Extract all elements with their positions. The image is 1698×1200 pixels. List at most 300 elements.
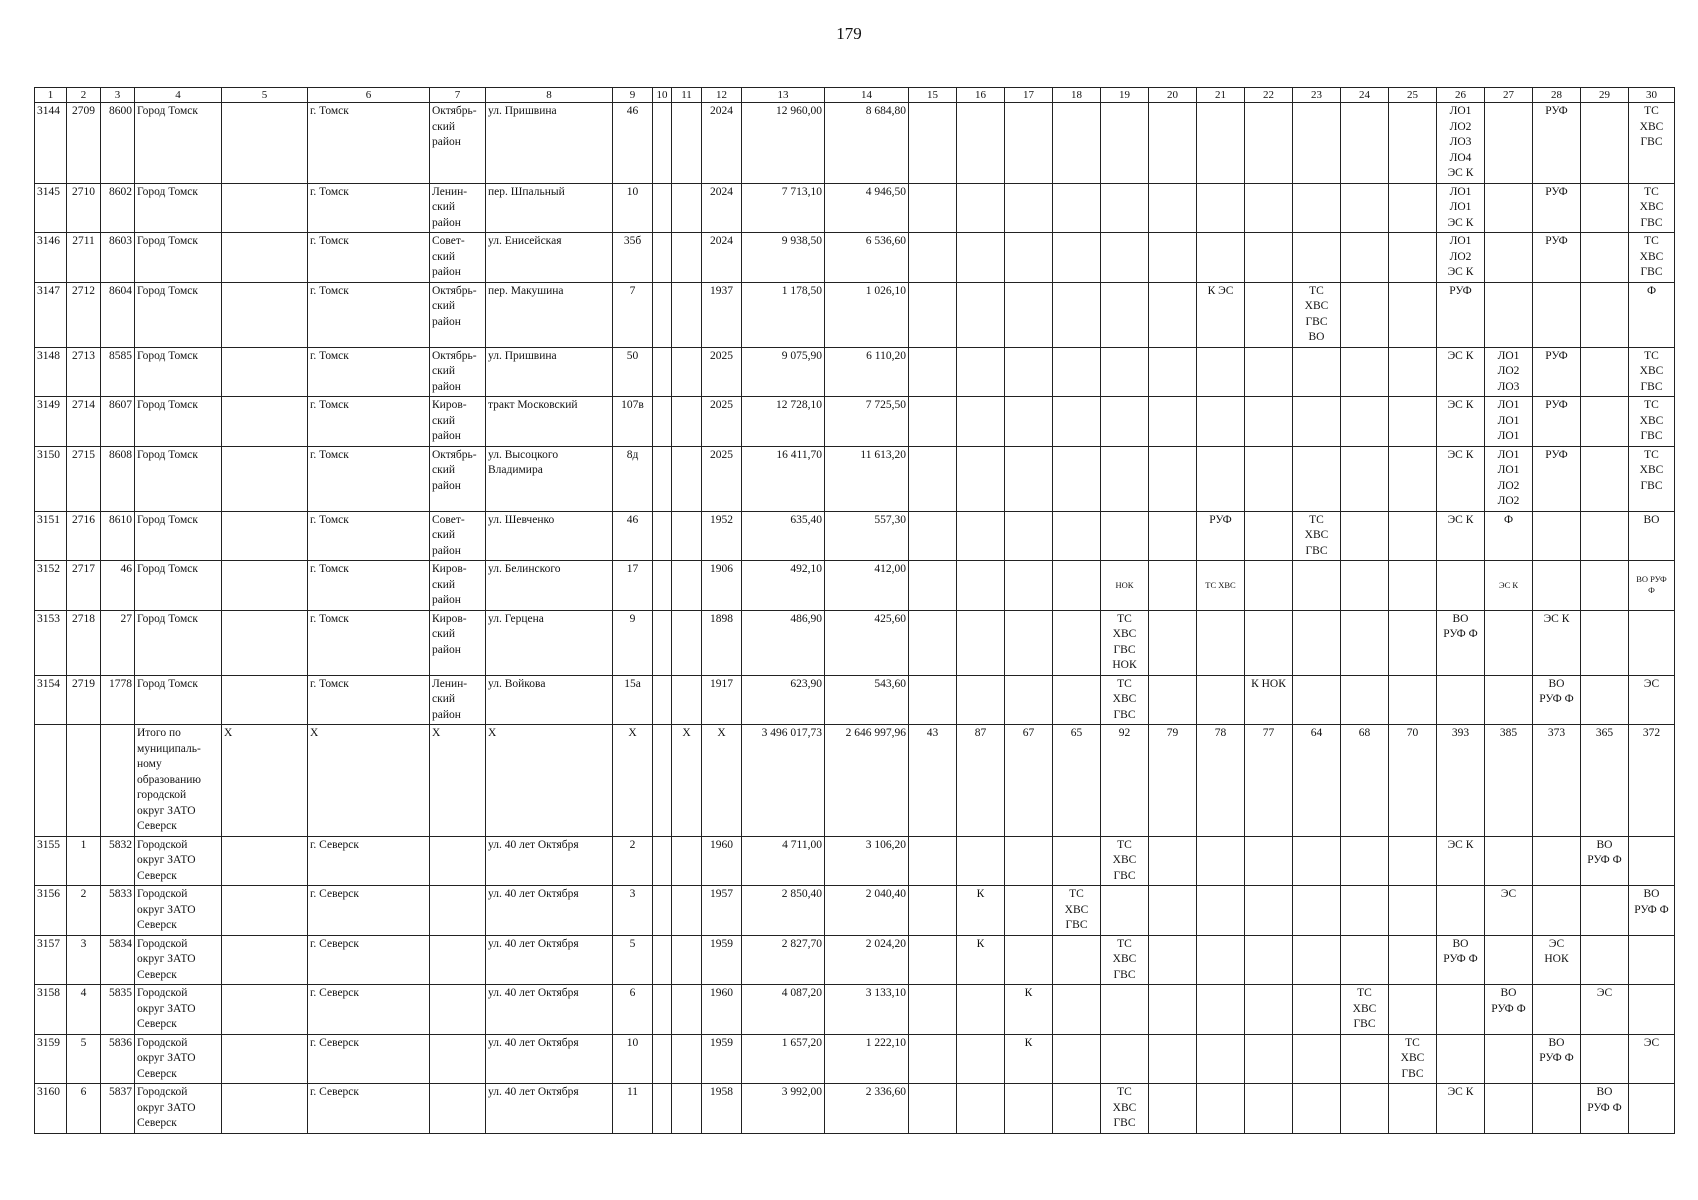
cell-col-27 (1485, 675, 1533, 725)
cell-col-16 (957, 836, 1005, 886)
cell-col-21 (1197, 1034, 1245, 1084)
cell-col-14: 543,60 (825, 675, 909, 725)
cell-col-12: 1952 (702, 511, 742, 561)
cell-col-15 (909, 675, 957, 725)
cell-col-25 (1389, 103, 1437, 184)
table-row (35, 1084, 1675, 1134)
cell-col-12: 2024 (702, 103, 742, 184)
cell-col-7 (430, 836, 486, 886)
cell-col-7 (430, 935, 486, 985)
cell-col-18 (1053, 347, 1101, 397)
cell-col-20 (1149, 282, 1197, 347)
cell-col-6: г. Томск (308, 675, 430, 725)
cell-col-3: 46 (101, 561, 135, 611)
cell-col-12: 2025 (702, 397, 742, 447)
cell-col-11 (672, 1084, 702, 1134)
cell-col-23 (1293, 183, 1341, 233)
cell-col-29 (1581, 282, 1629, 347)
cell-col-26: ЭС К (1437, 836, 1485, 886)
cell-col-7: Ленин- ский район (430, 183, 486, 233)
cell-col-13: 9 938,50 (742, 233, 825, 283)
cell-col-11 (672, 397, 702, 447)
cell-col-28 (1533, 511, 1581, 561)
cell-col-15 (909, 935, 957, 985)
cell-col-29 (1581, 183, 1629, 233)
cell-col-12: 2024 (702, 233, 742, 283)
column-number-header: 2 (67, 88, 101, 103)
cell-col-12: X (702, 725, 742, 837)
cell-col-3: 8585 (101, 347, 135, 397)
cell-col-10 (653, 233, 672, 283)
cell-col-21: ТС ХВС (1197, 561, 1245, 611)
column-number-header: 1 (35, 88, 67, 103)
cell-col-24 (1341, 282, 1389, 347)
cell-col-15 (909, 347, 957, 397)
cell-col-29 (1581, 935, 1629, 985)
cell-col-2: 2716 (67, 511, 101, 561)
cell-col-16 (957, 1034, 1005, 1084)
cell-col-26 (1437, 985, 1485, 1035)
cell-col-17 (1005, 935, 1053, 985)
cell-col-10 (653, 347, 672, 397)
cell-col-27: ЛО1 ЛО1 ЛО2 ЛО2 (1485, 446, 1533, 511)
cell-col-25 (1389, 985, 1437, 1035)
cell-col-2: 2710 (67, 183, 101, 233)
cell-col-26: ЭС К (1437, 347, 1485, 397)
cell-col-5 (222, 561, 308, 611)
cell-col-29 (1581, 561, 1629, 611)
cell-col-16 (957, 397, 1005, 447)
cell-col-23 (1293, 1034, 1341, 1084)
cell-col-24 (1341, 347, 1389, 397)
cell-col-5 (222, 446, 308, 511)
cell-col-15 (909, 446, 957, 511)
column-number-header-row (35, 88, 1675, 103)
cell-col-28 (1533, 985, 1581, 1035)
cell-col-7 (430, 1034, 486, 1084)
cell-col-13: 3 992,00 (742, 1084, 825, 1134)
cell-col-11 (672, 610, 702, 675)
cell-col-29 (1581, 610, 1629, 675)
cell-col-12: 2024 (702, 183, 742, 233)
cell-col-22 (1245, 282, 1293, 347)
cell-col-16 (957, 1084, 1005, 1134)
cell-col-2: 2717 (67, 561, 101, 611)
cell-col-8: тракт Московский (486, 397, 613, 447)
cell-col-13: 2 850,40 (742, 886, 825, 936)
cell-col-20 (1149, 511, 1197, 561)
cell-col-5 (222, 1034, 308, 1084)
cell-col-13: 4 087,20 (742, 985, 825, 1035)
cell-col-21 (1197, 935, 1245, 985)
cell-col-16: 87 (957, 725, 1005, 837)
cell-col-15 (909, 183, 957, 233)
cell-col-22 (1245, 233, 1293, 283)
cell-col-6: г. Томск (308, 446, 430, 511)
cell-col-5 (222, 886, 308, 936)
cell-col-5 (222, 511, 308, 561)
cell-col-7: Киров- ский район (430, 397, 486, 447)
cell-col-3: 5835 (101, 985, 135, 1035)
cell-col-20 (1149, 561, 1197, 611)
cell-col-12: 1959 (702, 1034, 742, 1084)
cell-col-8: пер. Макушина (486, 282, 613, 347)
cell-col-28 (1533, 886, 1581, 936)
cell-col-18 (1053, 836, 1101, 886)
cell-col-2: 5 (67, 1034, 101, 1084)
cell-col-21 (1197, 675, 1245, 725)
subtotal-row (35, 725, 1675, 837)
cell-col-11 (672, 1034, 702, 1084)
cell-col-21 (1197, 886, 1245, 936)
cell-col-4: Городской округ ЗАТО Северск (135, 935, 222, 985)
cell-col-6: г. Северск (308, 985, 430, 1035)
cell-col-11 (672, 282, 702, 347)
cell-col-7 (430, 985, 486, 1035)
cell-col-24 (1341, 675, 1389, 725)
cell-col-16 (957, 233, 1005, 283)
cell-col-2: 2709 (67, 103, 101, 184)
cell-col-19 (1101, 511, 1149, 561)
cell-col-20 (1149, 183, 1197, 233)
cell-col-21 (1197, 985, 1245, 1035)
table-row (35, 397, 1675, 447)
cell-col-30: ВО РУФ Ф (1629, 561, 1675, 611)
cell-col-22 (1245, 1034, 1293, 1084)
cell-col-22 (1245, 935, 1293, 985)
cell-col-9: 8д (613, 446, 653, 511)
cell-col-14: 412,00 (825, 561, 909, 611)
cell-col-19 (1101, 183, 1149, 233)
cell-col-11 (672, 935, 702, 985)
cell-col-20 (1149, 886, 1197, 936)
cell-col-30: ТС ХВС ГВС (1629, 183, 1675, 233)
cell-col-18: ТС ХВС ГВС (1053, 886, 1101, 936)
cell-col-20 (1149, 675, 1197, 725)
column-number-header: 27 (1485, 88, 1533, 103)
cell-col-27: ЭС (1485, 886, 1533, 936)
cell-col-26: ЭС К (1437, 1084, 1485, 1134)
cell-col-2: 2718 (67, 610, 101, 675)
cell-col-10 (653, 397, 672, 447)
cell-col-7: Ленин- ский район (430, 675, 486, 725)
cell-col-6: г. Томск (308, 347, 430, 397)
table-row (35, 103, 1675, 184)
cell-col-13: 9 075,90 (742, 347, 825, 397)
cell-col-16 (957, 282, 1005, 347)
cell-col-21 (1197, 446, 1245, 511)
table-row (35, 610, 1675, 675)
cell-col-17 (1005, 233, 1053, 283)
cell-col-22 (1245, 886, 1293, 936)
cell-col-27 (1485, 1034, 1533, 1084)
cell-col-3: 8604 (101, 282, 135, 347)
table-row (35, 836, 1675, 886)
cell-col-19 (1101, 103, 1149, 184)
cell-col-8: X (486, 725, 613, 837)
column-number-header: 16 (957, 88, 1005, 103)
cell-col-23 (1293, 103, 1341, 184)
cell-col-4: Город Томск (135, 103, 222, 184)
cell-col-2: 2712 (67, 282, 101, 347)
cell-col-15 (909, 103, 957, 184)
cell-col-22 (1245, 511, 1293, 561)
cell-col-30: ТС ХВС ГВС (1629, 397, 1675, 447)
cell-col-8: ул. 40 лет Октября (486, 985, 613, 1035)
cell-col-20 (1149, 1034, 1197, 1084)
cell-col-5 (222, 397, 308, 447)
cell-col-29: ВО РУФ Ф (1581, 1084, 1629, 1134)
table-row (35, 561, 1675, 611)
cell-col-22 (1245, 985, 1293, 1035)
cell-col-9: 3 (613, 886, 653, 936)
cell-col-19: ТС ХВС ГВС (1101, 836, 1149, 886)
cell-col-25: 70 (1389, 725, 1437, 837)
cell-col-27 (1485, 233, 1533, 283)
cell-col-17 (1005, 561, 1053, 611)
cell-col-1: 3152 (35, 561, 67, 611)
table-row (35, 511, 1675, 561)
cell-col-18 (1053, 561, 1101, 611)
cell-col-8: ул. Высоцкого Владимира (486, 446, 613, 511)
cell-col-17 (1005, 103, 1053, 184)
cell-col-7: Октябрь- ский район (430, 282, 486, 347)
cell-col-4: Итого по муниципаль- ному образованию городской округ ЗАТО Северск (135, 725, 222, 837)
cell-col-9: 9 (613, 610, 653, 675)
cell-col-21 (1197, 610, 1245, 675)
cell-col-30 (1629, 985, 1675, 1035)
cell-col-2: 4 (67, 985, 101, 1035)
cell-col-2: 2719 (67, 675, 101, 725)
cell-col-4: Город Томск (135, 347, 222, 397)
cell-col-24 (1341, 233, 1389, 283)
cell-col-10 (653, 511, 672, 561)
cell-col-20 (1149, 397, 1197, 447)
cell-col-8: ул. Пришвина (486, 347, 613, 397)
cell-col-21: 78 (1197, 725, 1245, 837)
cell-col-24 (1341, 397, 1389, 447)
cell-col-21 (1197, 397, 1245, 447)
cell-col-13: 1 657,20 (742, 1034, 825, 1084)
cell-col-1 (35, 725, 67, 837)
cell-col-16 (957, 675, 1005, 725)
cell-col-23 (1293, 935, 1341, 985)
cell-col-18: 65 (1053, 725, 1101, 837)
cell-col-27 (1485, 836, 1533, 886)
cell-col-18 (1053, 282, 1101, 347)
cell-col-29 (1581, 511, 1629, 561)
cell-col-13: 4 711,00 (742, 836, 825, 886)
cell-col-4: Город Томск (135, 511, 222, 561)
cell-col-8: пер. Шпальный (486, 183, 613, 233)
cell-col-21 (1197, 347, 1245, 397)
cell-col-25 (1389, 561, 1437, 611)
cell-col-14: 3 106,20 (825, 836, 909, 886)
table-row (35, 1034, 1675, 1084)
cell-col-25 (1389, 233, 1437, 283)
table-body (35, 88, 1675, 1134)
cell-col-5 (222, 282, 308, 347)
cell-col-3: 5836 (101, 1034, 135, 1084)
cell-col-20 (1149, 836, 1197, 886)
cell-col-9: 2 (613, 836, 653, 886)
cell-col-29: ЭС (1581, 985, 1629, 1035)
cell-col-3 (101, 725, 135, 837)
cell-col-27 (1485, 610, 1533, 675)
cell-col-8: ул. Енисейская (486, 233, 613, 283)
cell-col-28: 373 (1533, 725, 1581, 837)
cell-col-8: ул. Войкова (486, 675, 613, 725)
cell-col-29 (1581, 347, 1629, 397)
cell-col-24 (1341, 1034, 1389, 1084)
cell-col-15 (909, 282, 957, 347)
cell-col-1: 3160 (35, 1084, 67, 1134)
cell-col-23 (1293, 561, 1341, 611)
cell-col-12: 1906 (702, 561, 742, 611)
cell-col-3: 8607 (101, 397, 135, 447)
cell-col-9: 6 (613, 985, 653, 1035)
cell-col-25 (1389, 675, 1437, 725)
cell-col-21 (1197, 836, 1245, 886)
cell-col-9: 10 (613, 183, 653, 233)
cell-col-11 (672, 985, 702, 1035)
cell-col-14: 2 646 997,96 (825, 725, 909, 837)
cell-col-4: Городской округ ЗАТО Северск (135, 985, 222, 1035)
cell-col-8: ул. Герцена (486, 610, 613, 675)
cell-col-2: 2 (67, 886, 101, 936)
cell-col-12: 1959 (702, 935, 742, 985)
cell-col-2 (67, 725, 101, 837)
cell-col-18 (1053, 610, 1101, 675)
cell-col-23: ТС ХВС ГВС ВО (1293, 282, 1341, 347)
cell-col-14: 11 613,20 (825, 446, 909, 511)
cell-col-29 (1581, 675, 1629, 725)
cell-col-7: X (430, 725, 486, 837)
cell-col-5 (222, 675, 308, 725)
cell-col-23 (1293, 347, 1341, 397)
cell-col-10 (653, 561, 672, 611)
cell-col-10 (653, 1034, 672, 1084)
cell-col-19: ТС ХВС ГВС (1101, 675, 1149, 725)
cell-col-29 (1581, 103, 1629, 184)
cell-col-23 (1293, 836, 1341, 886)
cell-col-5: X (222, 725, 308, 837)
cell-col-6: г. Северск (308, 836, 430, 886)
cell-col-3: 27 (101, 610, 135, 675)
cell-col-14: 8 684,80 (825, 103, 909, 184)
cell-col-13: 492,10 (742, 561, 825, 611)
cell-col-3: 5834 (101, 935, 135, 985)
cell-col-30: ТС ХВС ГВС (1629, 233, 1675, 283)
cell-col-21 (1197, 183, 1245, 233)
cell-col-8: ул. 40 лет Октября (486, 1034, 613, 1084)
cell-col-1: 3155 (35, 836, 67, 886)
cell-col-13: 623,90 (742, 675, 825, 725)
cell-col-23 (1293, 1084, 1341, 1134)
cell-col-8: ул. 40 лет Октября (486, 935, 613, 985)
cell-col-26: РУФ (1437, 282, 1485, 347)
cell-col-22 (1245, 446, 1293, 511)
column-number-header: 3 (101, 88, 135, 103)
cell-col-26: ЭС К (1437, 446, 1485, 511)
cell-col-29 (1581, 446, 1629, 511)
cell-col-27 (1485, 282, 1533, 347)
cell-col-7: Киров- ский район (430, 610, 486, 675)
cell-col-6: г. Северск (308, 935, 430, 985)
cell-col-30: ВО РУФ Ф (1629, 886, 1675, 936)
cell-col-9: 15а (613, 675, 653, 725)
cell-col-1: 3148 (35, 347, 67, 397)
cell-col-8: ул. Шевченко (486, 511, 613, 561)
cell-col-27 (1485, 1084, 1533, 1134)
cell-col-17 (1005, 886, 1053, 936)
cell-col-6: г. Северск (308, 1084, 430, 1134)
page-number: 179 (836, 24, 862, 43)
cell-col-21 (1197, 233, 1245, 283)
cell-col-21: К ЭС (1197, 282, 1245, 347)
cell-col-19 (1101, 233, 1149, 283)
cell-col-13: 635,40 (742, 511, 825, 561)
cell-col-14: 4 946,50 (825, 183, 909, 233)
cell-col-14: 6 536,60 (825, 233, 909, 283)
cell-col-1: 3159 (35, 1034, 67, 1084)
column-number-header: 9 (613, 88, 653, 103)
cell-col-1: 3147 (35, 282, 67, 347)
cell-col-2: 2711 (67, 233, 101, 283)
cell-col-7: Киров- ский район (430, 561, 486, 611)
column-number-header: 18 (1053, 88, 1101, 103)
cell-col-10 (653, 935, 672, 985)
cell-col-22 (1245, 561, 1293, 611)
cell-col-24 (1341, 561, 1389, 611)
cell-col-28: РУФ (1533, 397, 1581, 447)
housing-register-table (34, 87, 1675, 1134)
column-number-header: 24 (1341, 88, 1389, 103)
cell-col-24 (1341, 511, 1389, 561)
column-number-header: 21 (1197, 88, 1245, 103)
cell-col-5 (222, 1084, 308, 1134)
cell-col-20 (1149, 935, 1197, 985)
cell-col-13: 16 411,70 (742, 446, 825, 511)
cell-col-30 (1629, 1084, 1675, 1134)
cell-col-10 (653, 282, 672, 347)
column-number-header: 30 (1629, 88, 1675, 103)
table-row (35, 675, 1675, 725)
cell-col-3: 5833 (101, 886, 135, 936)
cell-col-14: 2 336,60 (825, 1084, 909, 1134)
cell-col-29 (1581, 397, 1629, 447)
cell-col-26: ВО РУФ Ф (1437, 610, 1485, 675)
column-number-header: 20 (1149, 88, 1197, 103)
cell-col-17 (1005, 836, 1053, 886)
cell-col-10 (653, 985, 672, 1035)
cell-col-8: ул. 40 лет Октября (486, 836, 613, 886)
cell-col-16: К (957, 886, 1005, 936)
cell-col-19 (1101, 1034, 1149, 1084)
cell-col-25 (1389, 886, 1437, 936)
cell-col-16 (957, 103, 1005, 184)
cell-col-28: ВО РУФ Ф (1533, 675, 1581, 725)
column-number-header: 29 (1581, 88, 1629, 103)
cell-col-2: 2714 (67, 397, 101, 447)
column-number-header: 6 (308, 88, 430, 103)
cell-col-27: ЭС К (1485, 561, 1533, 611)
cell-col-18 (1053, 397, 1101, 447)
table-row (35, 446, 1675, 511)
cell-col-23: ТС ХВС ГВС (1293, 511, 1341, 561)
cell-col-19: ТС ХВС ГВС НОК (1101, 610, 1149, 675)
cell-col-16 (957, 561, 1005, 611)
